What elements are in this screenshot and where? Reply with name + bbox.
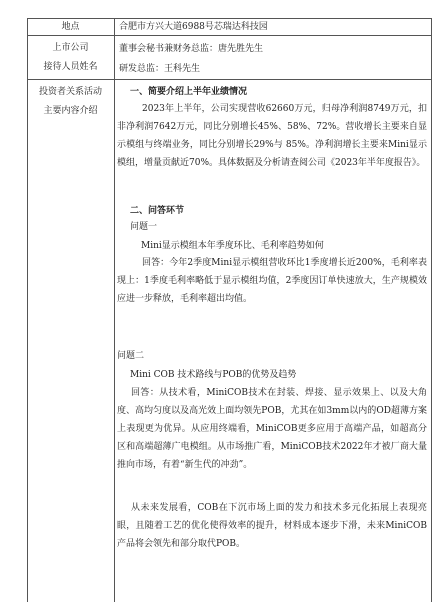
- table-border-top: [27, 18, 432, 19]
- location-label: 地点: [61, 22, 80, 32]
- table-column-divider: [114, 18, 115, 602]
- question2-text: Mini COB 技术路线与POB的优势及趋势: [130, 370, 297, 380]
- question1-text: Mini显示模组本年季度环比、毛利率趋势如何: [141, 241, 324, 251]
- question2-label: 问题二: [117, 351, 145, 361]
- receptionist-label-line1: 上市公司: [52, 43, 89, 53]
- receptionist-label-line2: 接待人员姓名: [43, 62, 98, 72]
- table-border-right: [431, 18, 432, 602]
- question2-answer-continued: 从未来发展看，COB在下沉市场上面的发力和技术多元化拓展上表现亮眼，且随着工艺的优化使得效率的提升，材料成本逐步下滑，未来MiniCOB产品将会领先和部分取代POB。: [117, 503, 427, 549]
- location-value: 合肥市方兴大道6988号芯瑞达科技园: [119, 22, 268, 32]
- main-content-label-line1: 投资者关系活动: [38, 87, 102, 97]
- question2-answer: 回答：从技术看，MiniCOB技术在封装、焊接、显示效果上、以及大角度、高均匀度以及高光效上面均领先POB，尤其在如3mm以内的OD超薄方案上表现更为优异。从应用终端看，MiniCOB更多应用于高端产品，如超高分区和高端超薄广电模组。从市场推广看，MiniCOB技术2022年才被厂商大量推向市场，有着“新生代的冲劲”。: [117, 388, 427, 470]
- main-content-label-line2: 主要内容介绍: [43, 106, 98, 116]
- table-row-divider: [27, 79, 432, 80]
- receptionist-value-line2: 研发总监：王科先生: [119, 64, 201, 74]
- question1-label: 问题一: [130, 222, 158, 232]
- section2-title: 二、问答环节: [130, 206, 185, 216]
- question1-answer: 回答：今年2季度Mini显示模组营收环比1季度增长近200%，毛利率表现上：1季度毛利率略低于显示模组均值，2季度因订单快速放大，生产规模效应进一步释放，毛利率超出均值。: [117, 258, 427, 304]
- table-row-divider: [27, 35, 432, 36]
- receptionist-value-line1: 董事会秘书兼财务总监：唐先胜先生: [119, 44, 264, 54]
- section1-body: 2023年上半年，公司实现营收62660万元，归母净利润8749万元，扣非净利润7642万元，同比分别增长45%、58%、72%。营收增长主要来自显示模组与终端业务，同比分别增长29%与 85%。净利润增长主要来Mini显示模组，增量贡献近70%。具体数据及分析请查阅公司《2023年半年度报告》。: [117, 104, 427, 168]
- section1-title: 一、简要介绍上半年业绩情况: [130, 87, 248, 97]
